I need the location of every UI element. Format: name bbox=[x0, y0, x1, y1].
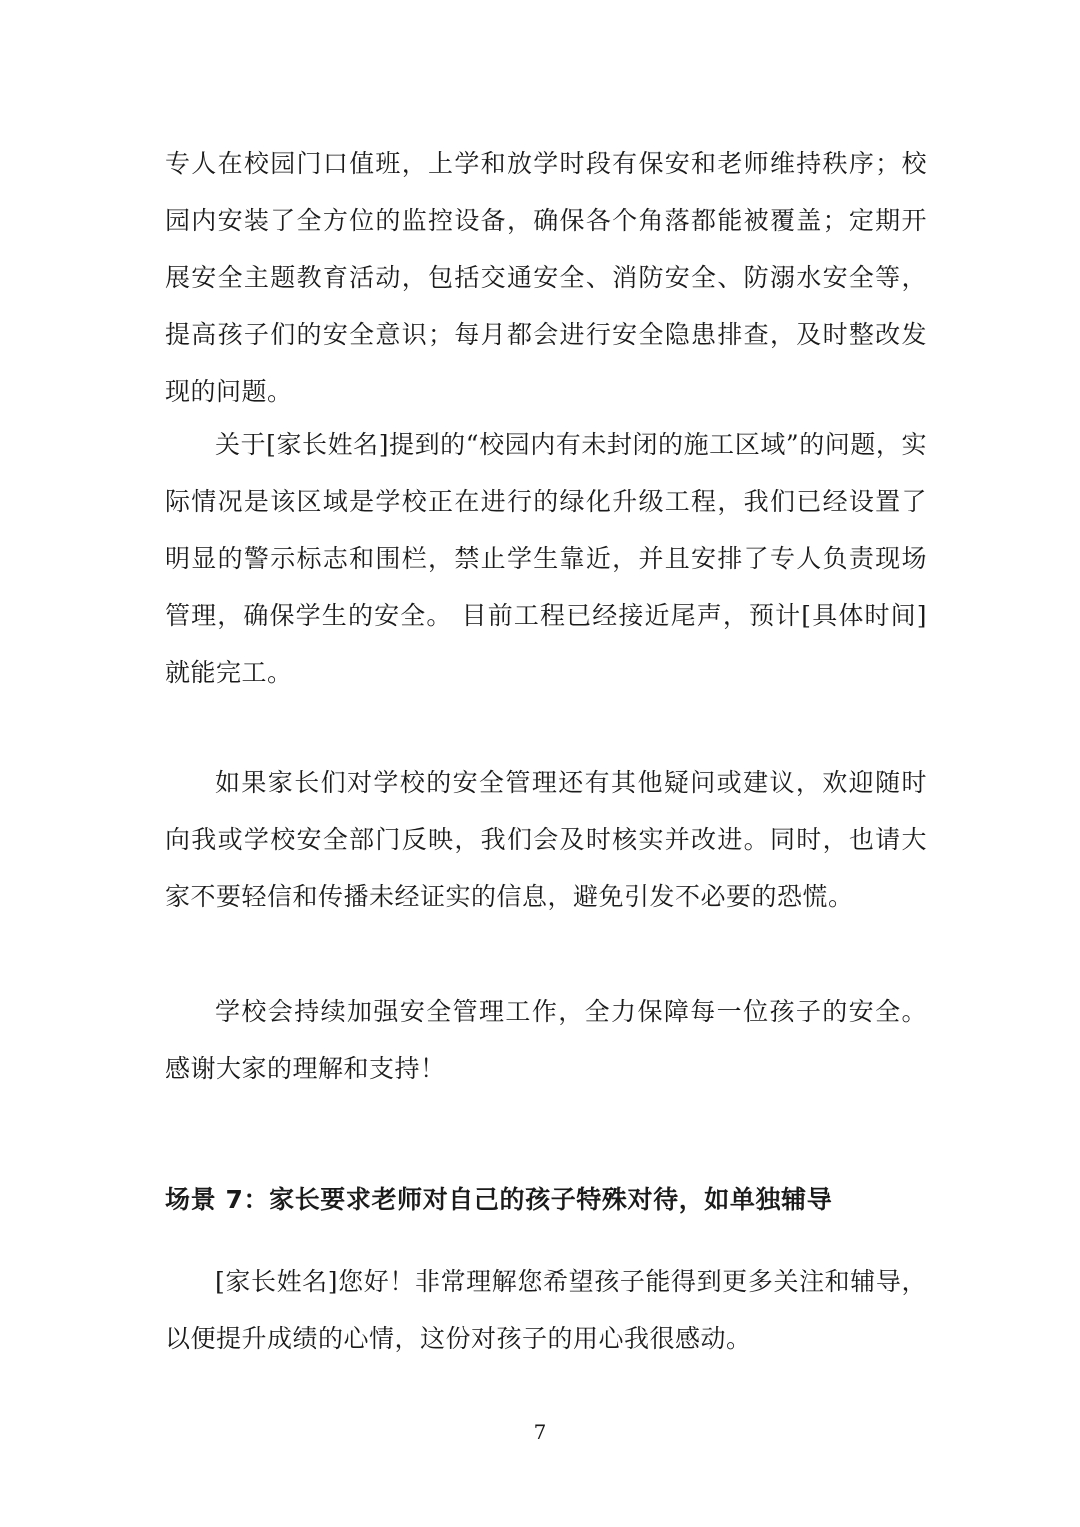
paragraph-feedback-request: 如果家长们对学校的安全管理还有其他疑问或建议，欢迎随时向我或学校安全部门反映，我们会及时核实并改进。同时，也请大家不要轻信和传播未经证实的信息，避免引发不必要的恐慌。 bbox=[165, 768, 927, 911]
paragraph-closing-thanks: 学校会持续加强安全管理工作，全力保障每一位孩子的安全。感谢大家的理解和支持！ bbox=[165, 997, 927, 1083]
paragraph-construction-area: 关于[家长姓名]提到的“校园内有未封闭的施工区域”的问题，实际情况是该区域是学校正在进行的绿化升级工程，我们已经设置了明显的警示标志和围栏，禁止学生靠近，并且安排了专人负责现场管理，确保学生的安全。 目前工程已经接近尾声，预计[具体时间]就能完工。 bbox=[165, 430, 927, 687]
page-number: 7 bbox=[533, 1420, 547, 1444]
paragraph-safety-measures: 专人在校园门口值班，上学和放学时段有保安和老师维持秩序；校园内安装了全方位的监控设备，确保各个角落都能被覆盖；定期开展安全主题教育活动，包括交通安全、消防安全、防溺水安全等，提高孩子们的安全意识；每月都会进行安全隐患排查，及时整改发现的问题。 bbox=[165, 149, 927, 406]
paragraph-reply-greeting: [家长姓名]您好！非常理解您希望孩子能得到更多关注和辅导，以便提升成绩的心情，这份对孩子的用心我很感动。 bbox=[165, 1267, 927, 1353]
scene-heading: 场景 7：家长要求老师对自己的孩子特殊对待，如单独辅导 bbox=[165, 1185, 833, 1214]
